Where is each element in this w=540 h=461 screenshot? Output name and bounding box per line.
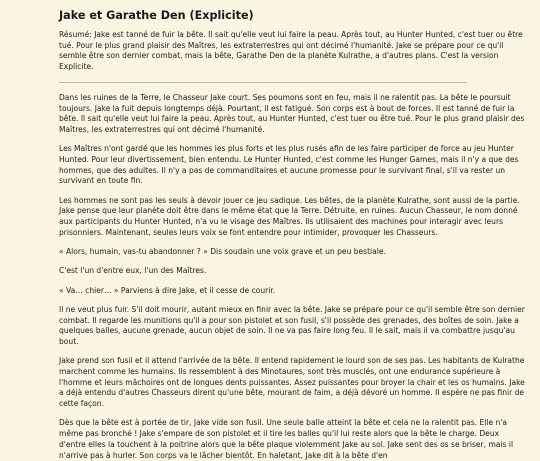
story-paragraph: Les Maîtres n'ont gardé que les hommes les plus forts et les plus rusés afin de les faire participer de force au jeu Hunter Hunted. Pour leur divertissement, bien entendu. Le Hunter Hunted, c'est comme les Hunger Games, mais il n'y a que des hommes, que des adultes. Il n'y a pas de commanditaires et aucune promesse pour le survivant final, s'il va rester un survivant en toute fin. xyxy=(59,144,519,186)
story-paragraph: Dès que la bête est à portée de tir, Jake vide son fusil. Une seule balle atteint la bête et cela ne la ralentit pas. Elle n'a même pas bronché ! Jake s'empare de son pistolet et il tire les balles qu'il lui reste alors que la bête le charge. Deux d'entre elles la touchent à la poitrine alors que la bête plaque violemment Jake au sol. Jake sent des os se briser, mais il n'arrive pas à hurler. Son corps va le lâcher bientôt. En haletant, Jake dit à la bête d'en xyxy=(59,418,514,460)
story-paragraph: « Alors, humain, vas-tu abandonner ? » Dis soudain une voix grave et un peu bestiale. xyxy=(59,247,386,257)
story-paragraph: « Va… chier… » Parviens à dire Jake, et il cesse de courir. xyxy=(59,285,276,295)
story-paragraph: C'est l'un d'entre eux, l'un des Maîtres. xyxy=(59,266,207,276)
story-paragraph: Les hommes ne sont pas les seuls à devoir jouer ce jeu sadique. Les bêtes, de la planète Kulrathe, sont aussi de la partie. Jake pense que leur planète doit être dans le même état que la Terre. Détruite, en ruines. Aucun Chasseur, le nom donné aux participants du Hunter Hunted, n'a vu le visage des Maîtres. Ils utilisaient des machines pour interagir avec leurs prisonniers. Maintenant, seules leurs voix se font entendre pour intimider, provoquer les Chasseurs. xyxy=(59,195,520,237)
story-title: Jake et Garathe Den (Explicite) xyxy=(59,9,254,22)
story-summary: Résumé: Jake est tanné de fuir la bête. Il sait qu'elle veut lui faire la peau. Après tout, au Hunter Hunted, c'est tuer ou être tué. Pour le plus grand plaisir des Maîtres, les extraterrestres qui ont décimé l'humanité. Jake se prépare pour ce qu'il semble être son dernier combat, mais la bête, Garathe Den de la planète Kulrathe, a d'autres plans. C'est la version Explicite. xyxy=(59,30,523,72)
story-paragraph: Dans les ruines de la Terre, le Chasseur Jake court. Ses poumons sont en feu, mais il ne ralentit pas. La bête le poursuit toujours. Jake la fuit depuis longtemps déjà. Pourtant, il est fatigué. Son corps est à bout de forces. Il est tanné de fuir la bête. Il sait qu'elle veut lui faire la peau. Après tout, au Hunter Hunted, c'est tuer ou être tué. Pour le plus grand plaisir des Maîtres, les extraterrestres qui ont décimé l'humanité. xyxy=(59,92,525,134)
summary-divider xyxy=(59,82,467,83)
story-body xyxy=(59,93,526,461)
story-paragraph: Il ne veut plus fuir. S'il doit mourir, autant mieux en finir avec la bête. Jake se prépare pour ce qu'il semble être son dernier combat. Il regarde les munitions qu'il a pour son pistolet et son fusil, s'il possède des grenades, des boîtes de soin. Jake a quelques balles, aucune grenade, aucun objet de soin. Il ne va pas faire long feu. Il le sait, mais il va combattre jusqu'au bout. xyxy=(59,304,525,347)
story-paragraph: Jake prend son fusil et il attend l'arrivée de la bête. Il entend rapidement le lourd son de ses pas. Les habitants de Kulrathe marchent comme les humains. Ils ressemblent à des Minotaures, sont très musclés, ont une endurance supérieure à l'homme et leurs mâchoires ont de longues dents puissantes. Assez puissantes pour broyer la chair et les os humains. Jake a déjà entendu d'autres Chasseurs dirent qu'une bête, mourant de faim, a déjà dévoré un homme. Il espère ne pas finir de cette façon. xyxy=(59,356,525,409)
